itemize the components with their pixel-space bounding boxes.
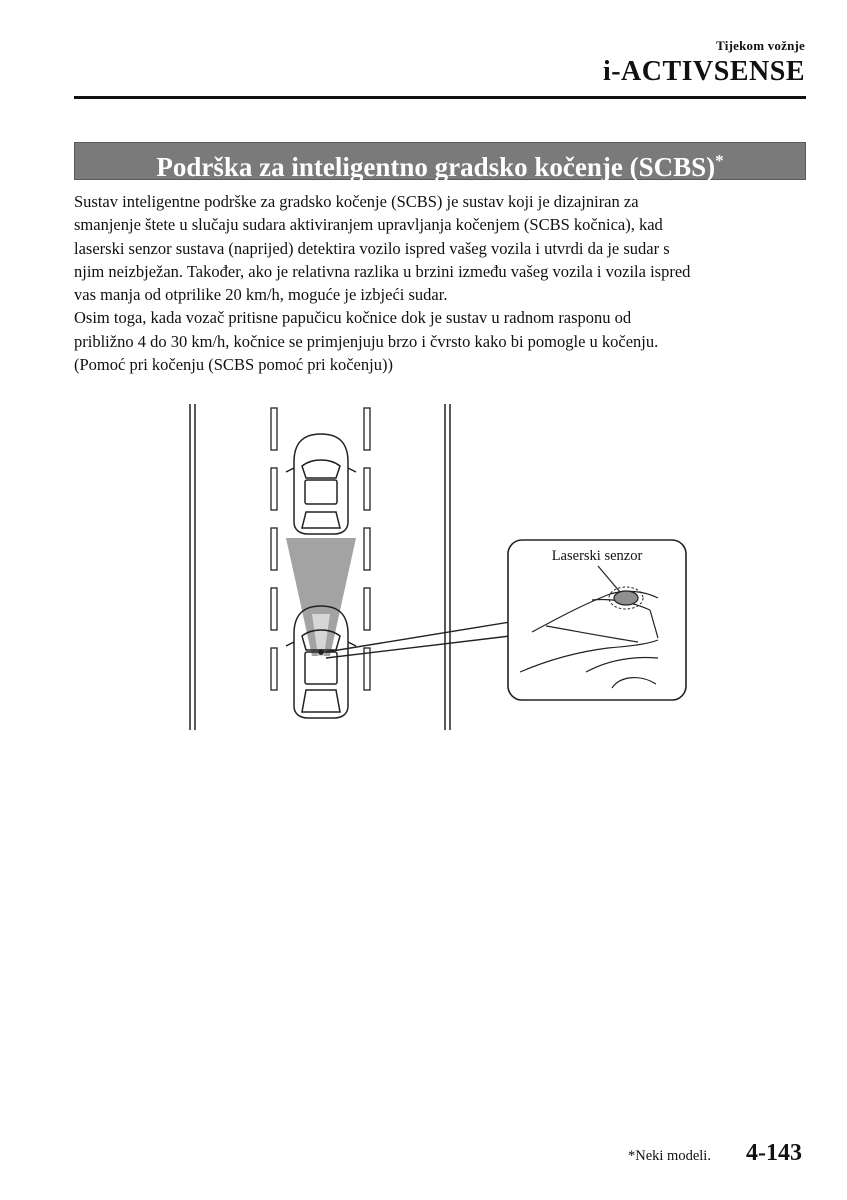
footnote: *Neki modeli. — [628, 1148, 711, 1164]
header-chapter-title: i-ACTIVSENSE — [602, 56, 805, 87]
body-line: vas manja od otprilike 20 km/h, moguće je izbjeći sudar. — [74, 285, 448, 305]
section-title — [75, 144, 805, 184]
laser-sensor-unit — [614, 591, 638, 605]
section-title-bar — [74, 142, 806, 180]
header-section-name: Tijekom vožnje — [716, 38, 805, 53]
header-rule — [74, 96, 806, 99]
section-title-text: Podrška za inteligentno gradsko kočenje (SCBS) — [156, 152, 716, 182]
car-ahead — [286, 434, 356, 534]
callout-leader-line — [326, 622, 510, 658]
body-line: Osim toga, kada vozač pritisne papučicu kočnice dok je sustav u radnom rasponu od — [74, 308, 632, 328]
section-title-asterisk: * — [715, 151, 724, 170]
scbs-illustration — [180, 400, 700, 735]
body-line: smanjenje štete u slučaju sudara aktiviranjem upravljanja kočenjem (SCBS kočnica), kad — [74, 215, 663, 235]
body-line: njim neizbježan. Također, ako je relativna razlika u brzini između vašeg vozila i vozila ispred — [74, 261, 691, 281]
road-left-edge — [190, 404, 195, 730]
page-number: 4-143 — [746, 1140, 802, 1166]
body-line: približno 4 do 30 km/h, kočnice se primjenjuju brzo i čvrsto kako bi pomogle u kočenju. — [74, 331, 659, 351]
lane-marking-left — [271, 408, 277, 690]
sensor-callout-label: Laserski senzor — [551, 548, 643, 564]
body-line: Sustav inteligentne podrške za gradsko kočenje (SCBS) je sustav koji je dizajniran za — [74, 192, 639, 211]
body-line: (Pomoć pri kočenju (SCBS pomoć pri kočenju)) — [74, 355, 393, 375]
road-right-edge — [445, 404, 450, 730]
sensor-callout-box — [508, 540, 686, 700]
lane-marking-right — [364, 408, 370, 690]
body-line: laserski senzor sustava (naprijed) detektira vozilo ispred vašeg vozila i utvrdi da je sudar s — [74, 238, 670, 258]
body-paragraph — [74, 190, 814, 376]
